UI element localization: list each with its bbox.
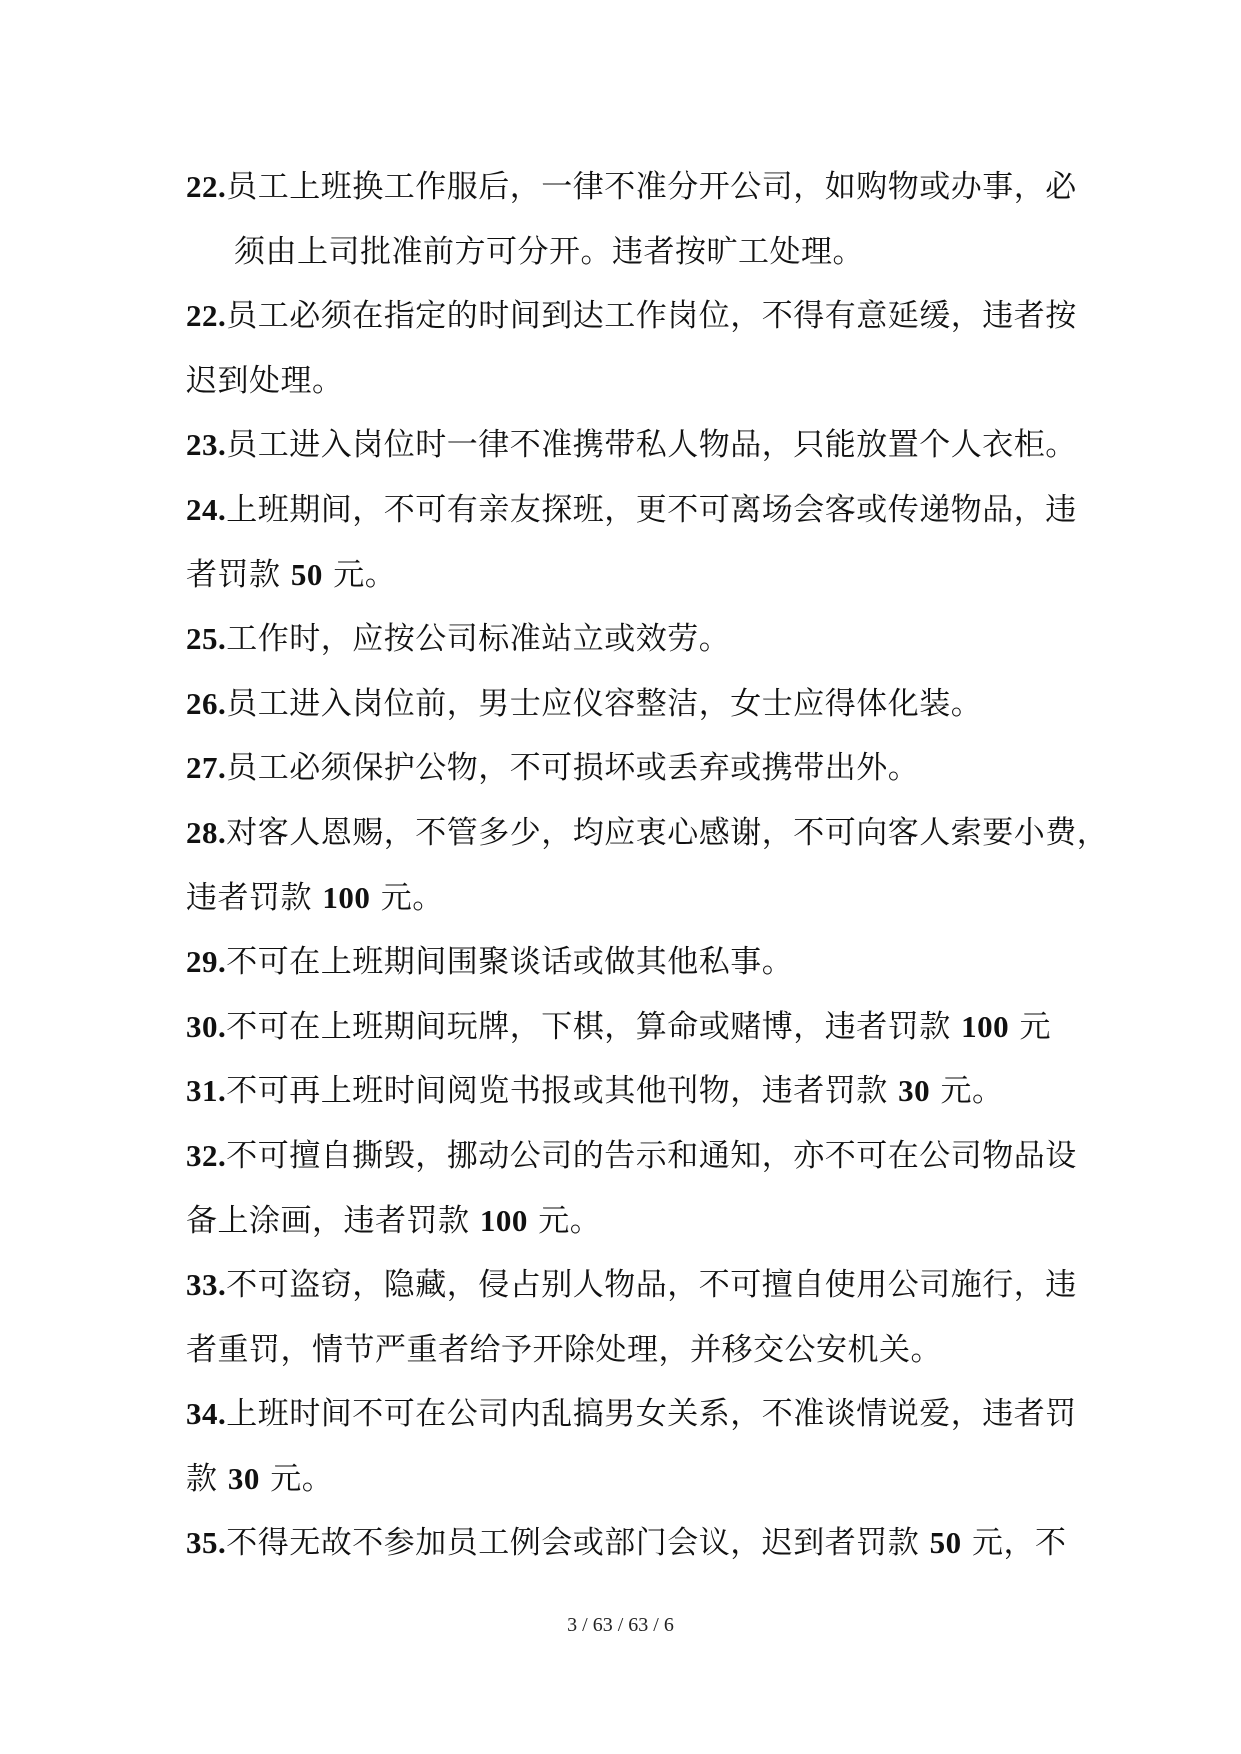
document-line: 22.员工必须在指定的时间到达工作岗位，不得有意延缓，违者按 xyxy=(186,298,1077,335)
document-line: 须由上司批准前方可分开。违者按旷工处理。 xyxy=(234,233,864,270)
document-line: 28.对客人恩赐，不管多少，均应衷心感谢，不可向客人索要小费， xyxy=(186,814,1109,851)
document-line: 29.不可在上班期间围聚谈话或做其他私事。 xyxy=(186,944,794,981)
page-number-footer: 3 / 63 / 63 / 6 xyxy=(567,1614,674,1636)
document-line: 迟到处理。 xyxy=(186,362,344,399)
document-line: 32.不可擅自撕毁，挪动公司的告示和通知，亦不可在公司物品设 xyxy=(186,1137,1077,1174)
document-line: 31.不可再上班时间阅览书报或其他刊物，违者罚款 30 元。 xyxy=(186,1073,1004,1110)
document-line: 25.工作时，应按公司标准站立或效劳。 xyxy=(186,621,731,658)
document-line: 者罚款 50 元。 xyxy=(186,556,397,593)
document-line: 备上涂画，违者罚款 100 元。 xyxy=(186,1202,602,1239)
document-body xyxy=(186,155,1109,1576)
document-line: 26.员工进入岗位前，男士应仪容整洁，女士应得体化装。 xyxy=(186,685,983,722)
document-line: 者重罚，情节严重者给予开除处理，并移交公安机关。 xyxy=(186,1331,942,1368)
document-line: 23.员工进入岗位时一律不准携带私人物品，只能放置个人衣柜。 xyxy=(186,427,1077,464)
document-line: 33.不可盗窃，隐藏，侵占别人物品，不可擅自使用公司施行，违 xyxy=(186,1267,1077,1304)
document-line: 34.上班时间不可在公司内乱搞男女关系，不准谈情说爱，违者罚 xyxy=(186,1396,1077,1433)
document-line: 款 30 元。 xyxy=(186,1460,334,1497)
document-line: 27.员工必须保护公物，不可损坏或丢弃或携带出外。 xyxy=(186,750,920,787)
document-line: 24.上班期间，不可有亲友探班，更不可离场会客或传递物品，违 xyxy=(186,491,1077,528)
document-line: 30.不可在上班期间玩牌，下棋，算命或赌博，违者罚款 100 元 xyxy=(186,1008,1051,1045)
document-line: 35.不得无故不参加员工例会或部门会议，迟到者罚款 50 元，不 xyxy=(186,1525,1067,1562)
document-line: 22.员工上班换工作服后，一律不准分开公司，如购物或办事，必 xyxy=(186,169,1077,205)
document-line: 违者罚款 100 元。 xyxy=(186,879,444,916)
